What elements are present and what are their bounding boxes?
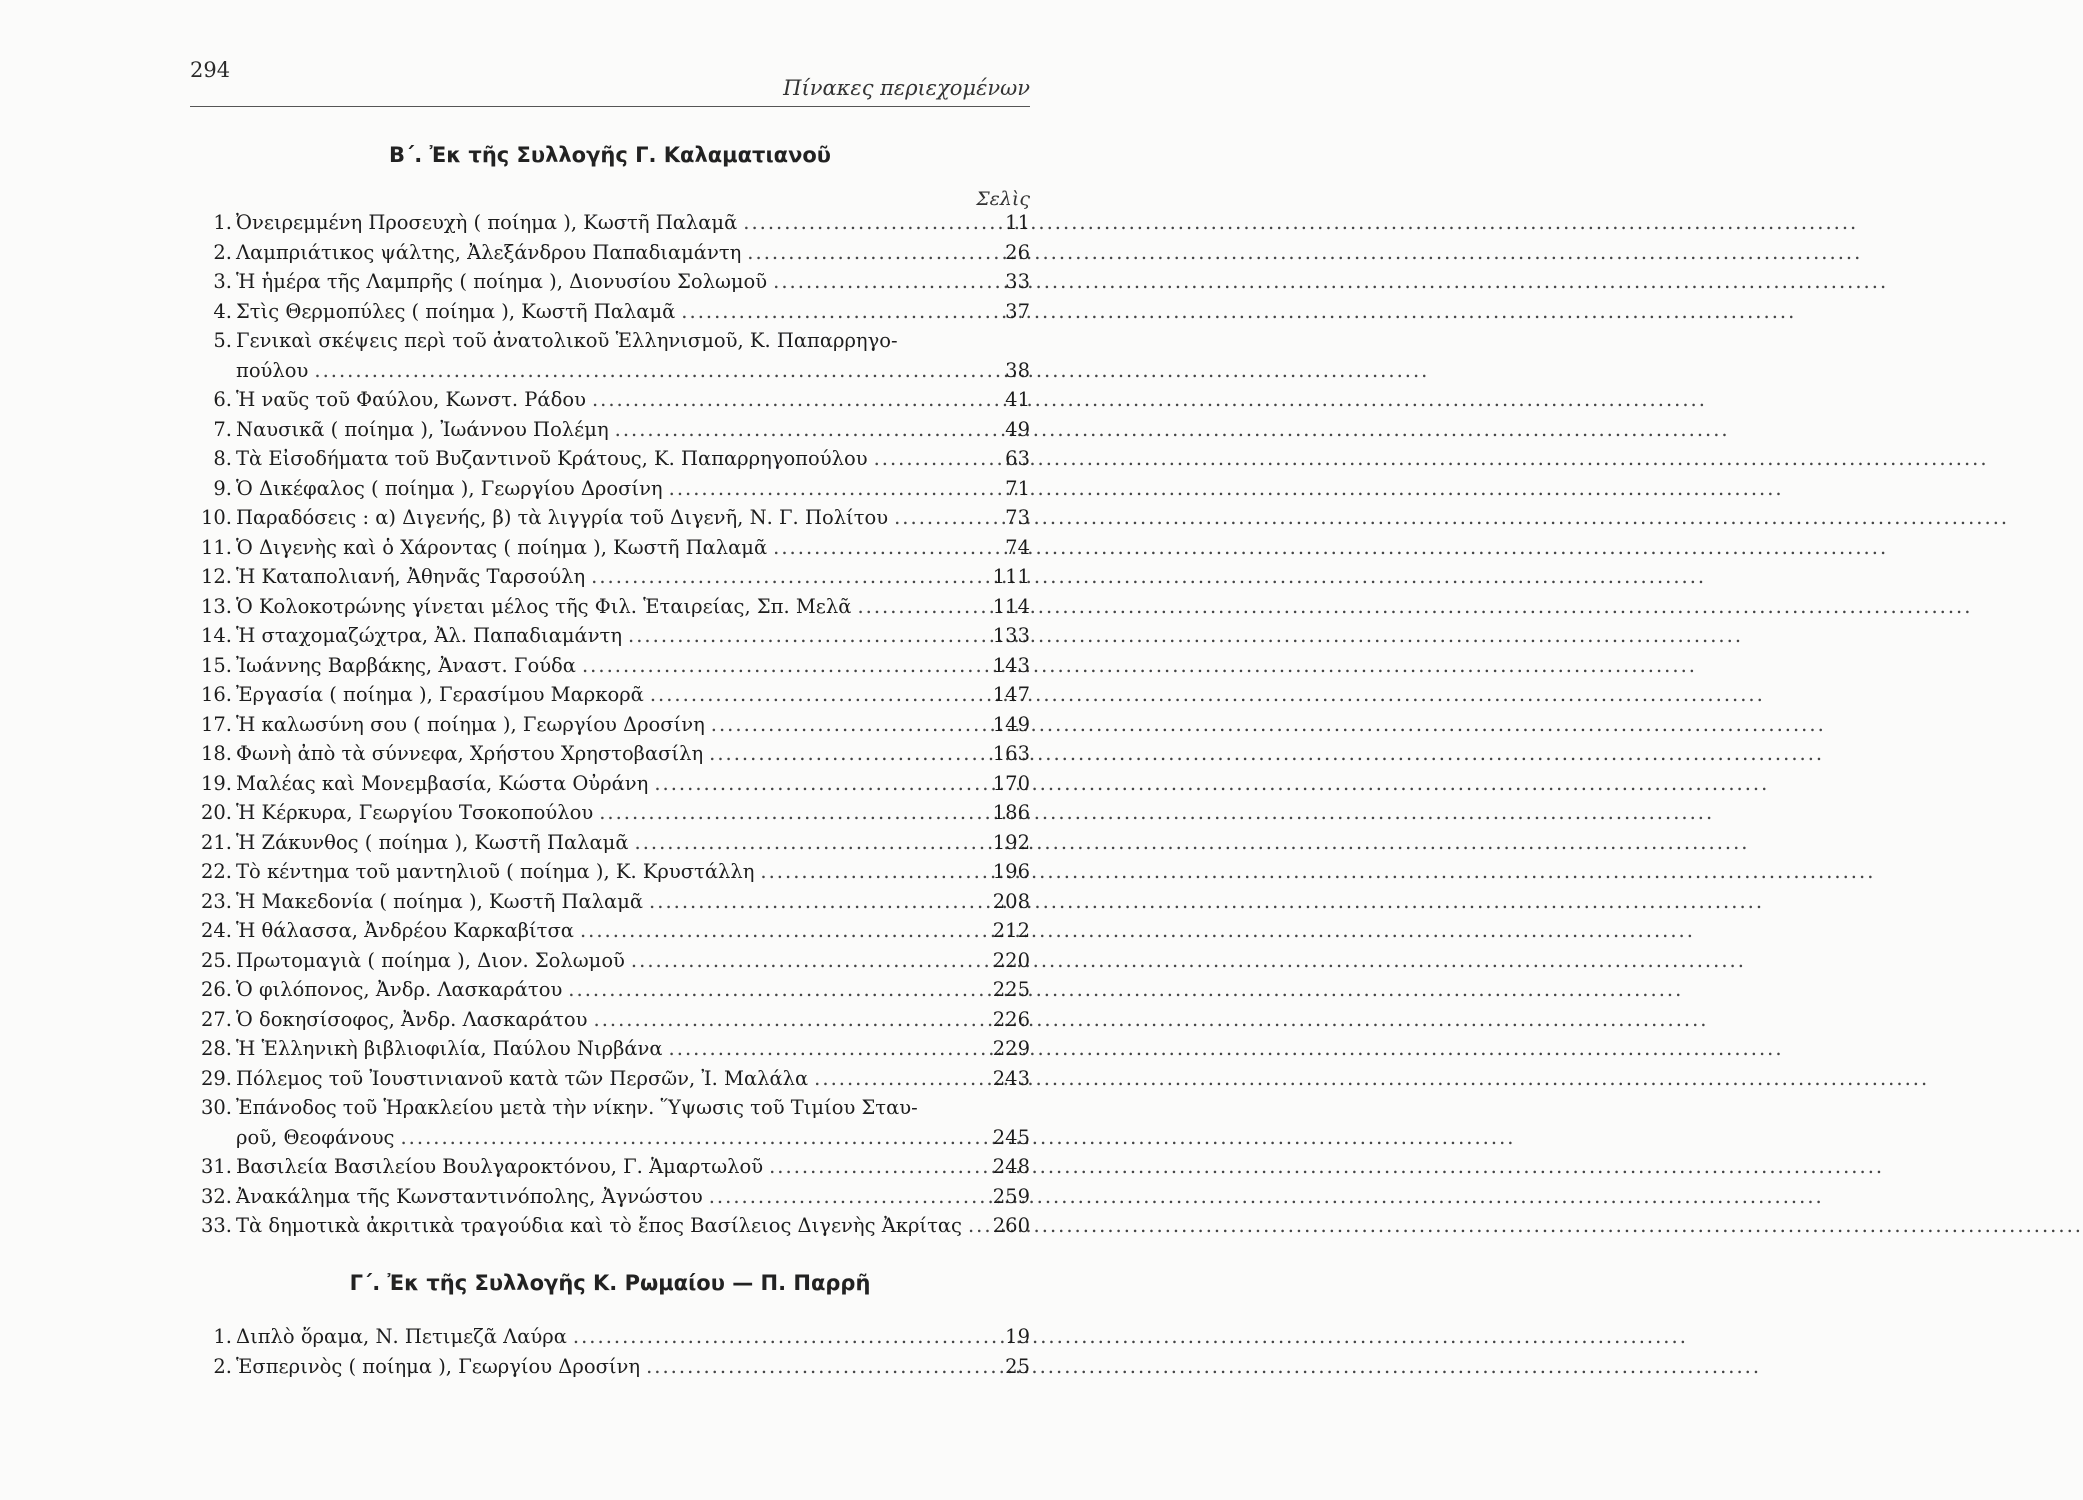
toc-entry <box>188 297 1030 327</box>
entry-title: Ὁ φιλόπονος, Ἀνδρ. Λασκαράτου <box>236 978 563 1001</box>
leader-dots <box>857 592 980 622</box>
entry-number: 4. <box>213 299 232 323</box>
entry-title: Ὁ Δικέφαλος ( ποίημα ), Γεωργίου Δροσίνη <box>236 476 663 500</box>
toc-entry <box>188 1182 1030 1212</box>
entry-number: 1. <box>213 211 232 234</box>
entry-page: 243 <box>992 1066 1030 1090</box>
leader-dots <box>631 946 980 976</box>
toc-section-g <box>188 1322 1030 1381</box>
leader-dots <box>591 562 980 592</box>
toc-section-b <box>188 208 1030 1241</box>
entry-page: 41 <box>1005 388 1030 411</box>
leader-dots <box>769 1152 980 1182</box>
toc-entry <box>188 562 1030 592</box>
entry-number: 19. <box>200 771 232 795</box>
toc-entry <box>188 415 1030 445</box>
entry-title-continuation: πούλου <box>236 358 309 382</box>
entry-number: 8. <box>213 447 232 470</box>
toc-entry <box>188 326 1030 356</box>
entry-page: 196 <box>992 860 1030 883</box>
entry-page: 220 <box>992 948 1030 972</box>
entry-title: Τὸ κέντημα τοῦ μαντηλιοῦ ( ποίημα ), Κ. Κρυστάλλη <box>236 860 755 883</box>
entry-page: 33 <box>1005 270 1030 293</box>
toc-entry <box>188 1352 1030 1382</box>
entry-title: Ἡ θάλασσα, Ἀνδρέου Καρκαβίτσα <box>236 919 574 942</box>
entry-number: 18. <box>200 742 232 765</box>
entry-number: 1. <box>213 1325 232 1348</box>
leader-dots <box>594 1005 981 1035</box>
leader-dots <box>760 857 980 887</box>
toc-entry <box>188 1005 1030 1035</box>
entry-page: 245 <box>992 1125 1030 1149</box>
leader-dots <box>628 621 980 651</box>
entry-title: Ὁ δοκησίσοφος, Ἀνδρ. Λασκαράτου <box>236 1007 588 1031</box>
toc-entry <box>188 385 1030 415</box>
leader-dots <box>582 651 980 681</box>
entry-number: 13. <box>200 594 232 618</box>
entry-title: Ἡ Κέρκυρα, Γεωργίου Τσοκοπούλου <box>236 801 594 824</box>
entry-number: 21. <box>200 830 232 854</box>
entry-title: Ἀνακάλημα τῆς Κωνσταντινόπολης, Ἀγνώστου <box>236 1184 703 1208</box>
entry-title: Διπλὸ ὅραμα, Ν. Πετιμεζᾶ Λαύρα <box>236 1325 567 1348</box>
entry-page: 192 <box>992 830 1030 854</box>
entry-number: 9. <box>213 476 232 500</box>
entry-number: 30. <box>200 1096 232 1119</box>
entry-title: Ἐπάνοδος τοῦ Ἡρακλείου μετὰ τὴν νίκην. Ὕψωσις τοῦ Τιμίου Σταυ- <box>236 1096 918 1119</box>
leader-dots <box>669 1034 980 1064</box>
entry-page: 133 <box>992 624 1030 647</box>
entry-number: 16. <box>200 683 232 706</box>
entry-title: Μαλέας καὶ Μονεμβασία, Κώστα Οὐράνη <box>236 771 649 795</box>
leader-dots <box>646 1352 980 1382</box>
leader-dots <box>814 1064 980 1094</box>
leader-dots <box>654 769 980 799</box>
entry-page: 26 <box>1005 240 1030 264</box>
entry-page: 248 <box>992 1155 1030 1178</box>
entry-number: 5. <box>213 329 232 352</box>
toc-entry <box>188 208 1030 238</box>
entry-number: 11. <box>200 535 232 559</box>
entry-title: Ἡ Μακεδονία ( ποίημα ), Κωστῆ Παλαμᾶ <box>236 889 644 913</box>
entry-page: 114 <box>992 594 1030 618</box>
entry-page: 111 <box>992 565 1030 588</box>
leader-dots <box>773 533 980 563</box>
entry-number: 22. <box>200 860 232 883</box>
running-title: Πίνακες περιεχομένων <box>783 76 1030 100</box>
toc-entry-continuation <box>188 1123 1030 1153</box>
entry-title: Βασιλεία Βασιλείου Βουλγαροκτόνου, Γ. Ἁμαρτωλοῦ <box>236 1155 764 1178</box>
leader-dots <box>400 1123 980 1153</box>
leader-dots <box>573 1322 980 1352</box>
header-rule <box>190 106 1030 107</box>
entry-title: Φωνὴ ἀπὸ τὰ σύννεφα, Χρήστου Χρηστοβασίλη <box>236 742 704 765</box>
toc-entry <box>188 887 1030 917</box>
entry-page: 37 <box>1005 299 1030 323</box>
entry-page: 149 <box>992 712 1030 736</box>
entry-page: 259 <box>992 1184 1030 1208</box>
entry-number: 3. <box>213 270 232 293</box>
entry-title: Ὁ Κολοκοτρώνης γίνεται μέλος τῆς Φιλ. Ἑταιρείας, Σπ. Μελᾶ <box>236 594 852 618</box>
entry-number: 10. <box>200 506 232 529</box>
toc-entry <box>188 739 1030 769</box>
leader-dots <box>747 238 980 268</box>
leader-dots <box>743 208 980 238</box>
entry-title: Παραδόσεις : α) Διγενής, β) τὰ λιγγρία τοῦ Διγενῆ, Ν. Γ. Πολίτου <box>236 506 889 529</box>
toc-entry <box>188 769 1030 799</box>
entry-page: 147 <box>992 683 1030 706</box>
entry-title: Ἡ Καταπολιανή, Ἀθηνᾶς Ταρσούλη <box>236 565 586 588</box>
leader-dots <box>580 916 980 946</box>
leader-dots <box>773 267 980 297</box>
toc-entry <box>188 621 1030 651</box>
entry-title-continuation: ροῦ, Θεοφάνους <box>236 1125 395 1149</box>
entry-title: Γενικαὶ σκέψεις περὶ τοῦ ἀνατολικοῦ Ἑλληνισμοῦ, Κ. Παπαρρηγο- <box>236 329 898 352</box>
entry-page: 225 <box>992 978 1030 1001</box>
toc-entry <box>188 503 1030 533</box>
entry-title: Ἡ Ἑλληνικὴ βιβλιοφιλία, Παύλου Νιρβάνα <box>236 1037 663 1060</box>
entry-page: 71 <box>1005 476 1030 500</box>
toc-entry <box>188 592 1030 622</box>
leader-dots <box>874 444 980 474</box>
leader-dots <box>894 503 980 533</box>
entry-page: 143 <box>992 653 1030 677</box>
entry-title: Ἡ καλωσύνη σου ( ποίημα ), Γεωργίου Δροσίνη <box>236 712 705 736</box>
toc-entry <box>188 1322 1030 1352</box>
leader-dots <box>592 385 980 415</box>
entry-number: 25. <box>200 948 232 972</box>
entry-title: Ἡ ναῦς τοῦ Φαύλου, Κωνστ. Ράδου <box>236 388 586 411</box>
entry-page: 260 <box>992 1214 1030 1237</box>
entry-number: 27. <box>200 1007 232 1031</box>
toc-entry <box>188 1211 1030 1241</box>
page-number: 294 <box>190 58 231 82</box>
entry-page: 212 <box>992 919 1030 942</box>
toc-entry <box>188 798 1030 828</box>
entry-page: 208 <box>992 889 1030 913</box>
leader-dots <box>681 297 980 327</box>
entry-title: Ἡ ἡμέρα τῆς Λαμπρῆς ( ποίημα ), Διονυσίου Σολωμοῦ <box>236 270 768 293</box>
toc-entry <box>188 444 1030 474</box>
entry-page: 186 <box>992 801 1030 824</box>
entry-number: 12. <box>200 565 232 588</box>
entry-title: Ἰωάννης Βαρβάκης, Ἀναστ. Γούδα <box>236 653 576 677</box>
entry-number: 6. <box>213 388 232 411</box>
entry-title: Στὶς Θερμοπύλες ( ποίημα ), Κωστῆ Παλαμᾶ <box>236 299 676 323</box>
entry-title: Τὰ δημοτικὰ ἀκριτικὰ τραγούδια καὶ τὸ ἔπος Βασίλειος Διγενὴς Ἀκρίτας <box>236 1214 962 1237</box>
entry-page: 63 <box>1005 447 1030 470</box>
toc-entry <box>188 680 1030 710</box>
entry-title: Ὀνειρεμμένη Προσευχὴ ( ποίημα ), Κωστῆ Παλαμᾶ <box>236 211 738 234</box>
entry-page: 73 <box>1005 506 1030 529</box>
toc-entry <box>188 474 1030 504</box>
toc-entry <box>188 238 1030 268</box>
entry-number: 15. <box>200 653 232 677</box>
entry-number: 2. <box>213 1354 232 1378</box>
toc-entry <box>188 916 1030 946</box>
entry-page: 49 <box>1005 417 1030 441</box>
toc-entry <box>188 1152 1030 1182</box>
entry-title: Ὁ Διγενὴς καὶ ὁ Χάροντας ( ποίημα ), Κωστῆ Παλαμᾶ <box>236 535 768 559</box>
leader-dots <box>650 680 980 710</box>
leader-dots <box>568 975 980 1005</box>
entry-page: 38 <box>1005 358 1030 382</box>
entry-title: Πόλεμος τοῦ Ἰουστινιανοῦ κατὰ τῶν Περσῶν, Ἰ. Μαλάλα <box>236 1066 809 1090</box>
toc-entry <box>188 710 1030 740</box>
entry-page: 163 <box>992 742 1030 765</box>
leader-dots <box>615 415 980 445</box>
toc-entry <box>188 651 1030 681</box>
leader-dots <box>599 798 980 828</box>
entry-number: 26. <box>200 978 232 1001</box>
leader-dots <box>635 828 981 858</box>
entry-page: 170 <box>992 771 1030 795</box>
toc-entry <box>188 975 1030 1005</box>
entry-number: 29. <box>200 1066 232 1090</box>
entry-title: Λαμπριάτικος ψάλτης, Ἀλεξάνδρου Παπαδιαμάντη <box>236 240 742 264</box>
entry-title: Ἡ Ζάκυνθος ( ποίημα ), Κωστῆ Παλαμᾶ <box>236 830 629 854</box>
toc-entry-continuation <box>188 356 1030 386</box>
entry-number: 32. <box>200 1184 232 1208</box>
entry-number: 20. <box>200 801 232 824</box>
leader-dots <box>709 1182 980 1212</box>
entry-number: 23. <box>200 889 232 913</box>
entry-number: 28. <box>200 1037 232 1060</box>
entry-page: 25 <box>1005 1354 1030 1378</box>
entry-number: 2. <box>213 240 232 264</box>
entry-number: 24. <box>200 919 232 942</box>
entry-number: 31. <box>200 1155 232 1178</box>
leader-dots <box>709 739 980 769</box>
entry-title: Τὰ Εἰσοδήματα τοῦ Βυζαντινοῦ Κράτους, Κ. Παπαρρηγοπούλου <box>236 447 868 470</box>
leader-dots <box>649 887 980 917</box>
toc-entry <box>188 267 1030 297</box>
entry-number: 17. <box>200 712 232 736</box>
toc-entry <box>188 533 1030 563</box>
toc-entry <box>188 1093 1030 1123</box>
entry-page: 19 <box>1005 1325 1030 1348</box>
entry-page: 226 <box>992 1007 1030 1031</box>
toc-entry <box>188 1034 1030 1064</box>
entry-title: Πρωτομαγιὰ ( ποίημα ), Διον. Σολωμοῦ <box>236 948 625 972</box>
entry-title: Ναυσικᾶ ( ποίημα ), Ἰωάννου Πολέμη <box>236 417 609 441</box>
section-b-title: Β΄. Ἐκ τῆς Συλλογῆς Γ. Καλαματιανοῦ <box>389 143 831 167</box>
entry-title: Ἐργασία ( ποίημα ), Γερασίμου Μαρκορᾶ <box>236 683 644 706</box>
entry-number: 33. <box>200 1214 232 1237</box>
toc-entry <box>188 857 1030 887</box>
entry-number: 7. <box>213 417 232 441</box>
leader-dots <box>314 356 980 386</box>
toc-entry <box>188 828 1030 858</box>
entry-title: Ἑσπερινὸς ( ποίημα ), Γεωργίου Δροσίνη <box>236 1354 641 1378</box>
entry-number: 14. <box>200 624 232 647</box>
leader-dots <box>968 1211 980 1241</box>
page-column-heading: Σελὶς <box>976 188 1030 210</box>
toc-entry <box>188 1064 1030 1094</box>
leader-dots <box>711 710 980 740</box>
entry-page: 229 <box>992 1037 1030 1060</box>
entry-title: Ἡ σταχομαζώχτρα, Ἀλ. Παπαδιαμάντη <box>236 624 623 647</box>
entry-page: 74 <box>1005 535 1030 559</box>
leader-dots <box>669 474 980 504</box>
toc-entry <box>188 946 1030 976</box>
section-g-title: Γ΄. Ἐκ τῆς Συλλογῆς Κ. Ρωμαίου — Π. Παρρῆ <box>349 1271 871 1295</box>
entry-page: 11 <box>1005 211 1030 234</box>
